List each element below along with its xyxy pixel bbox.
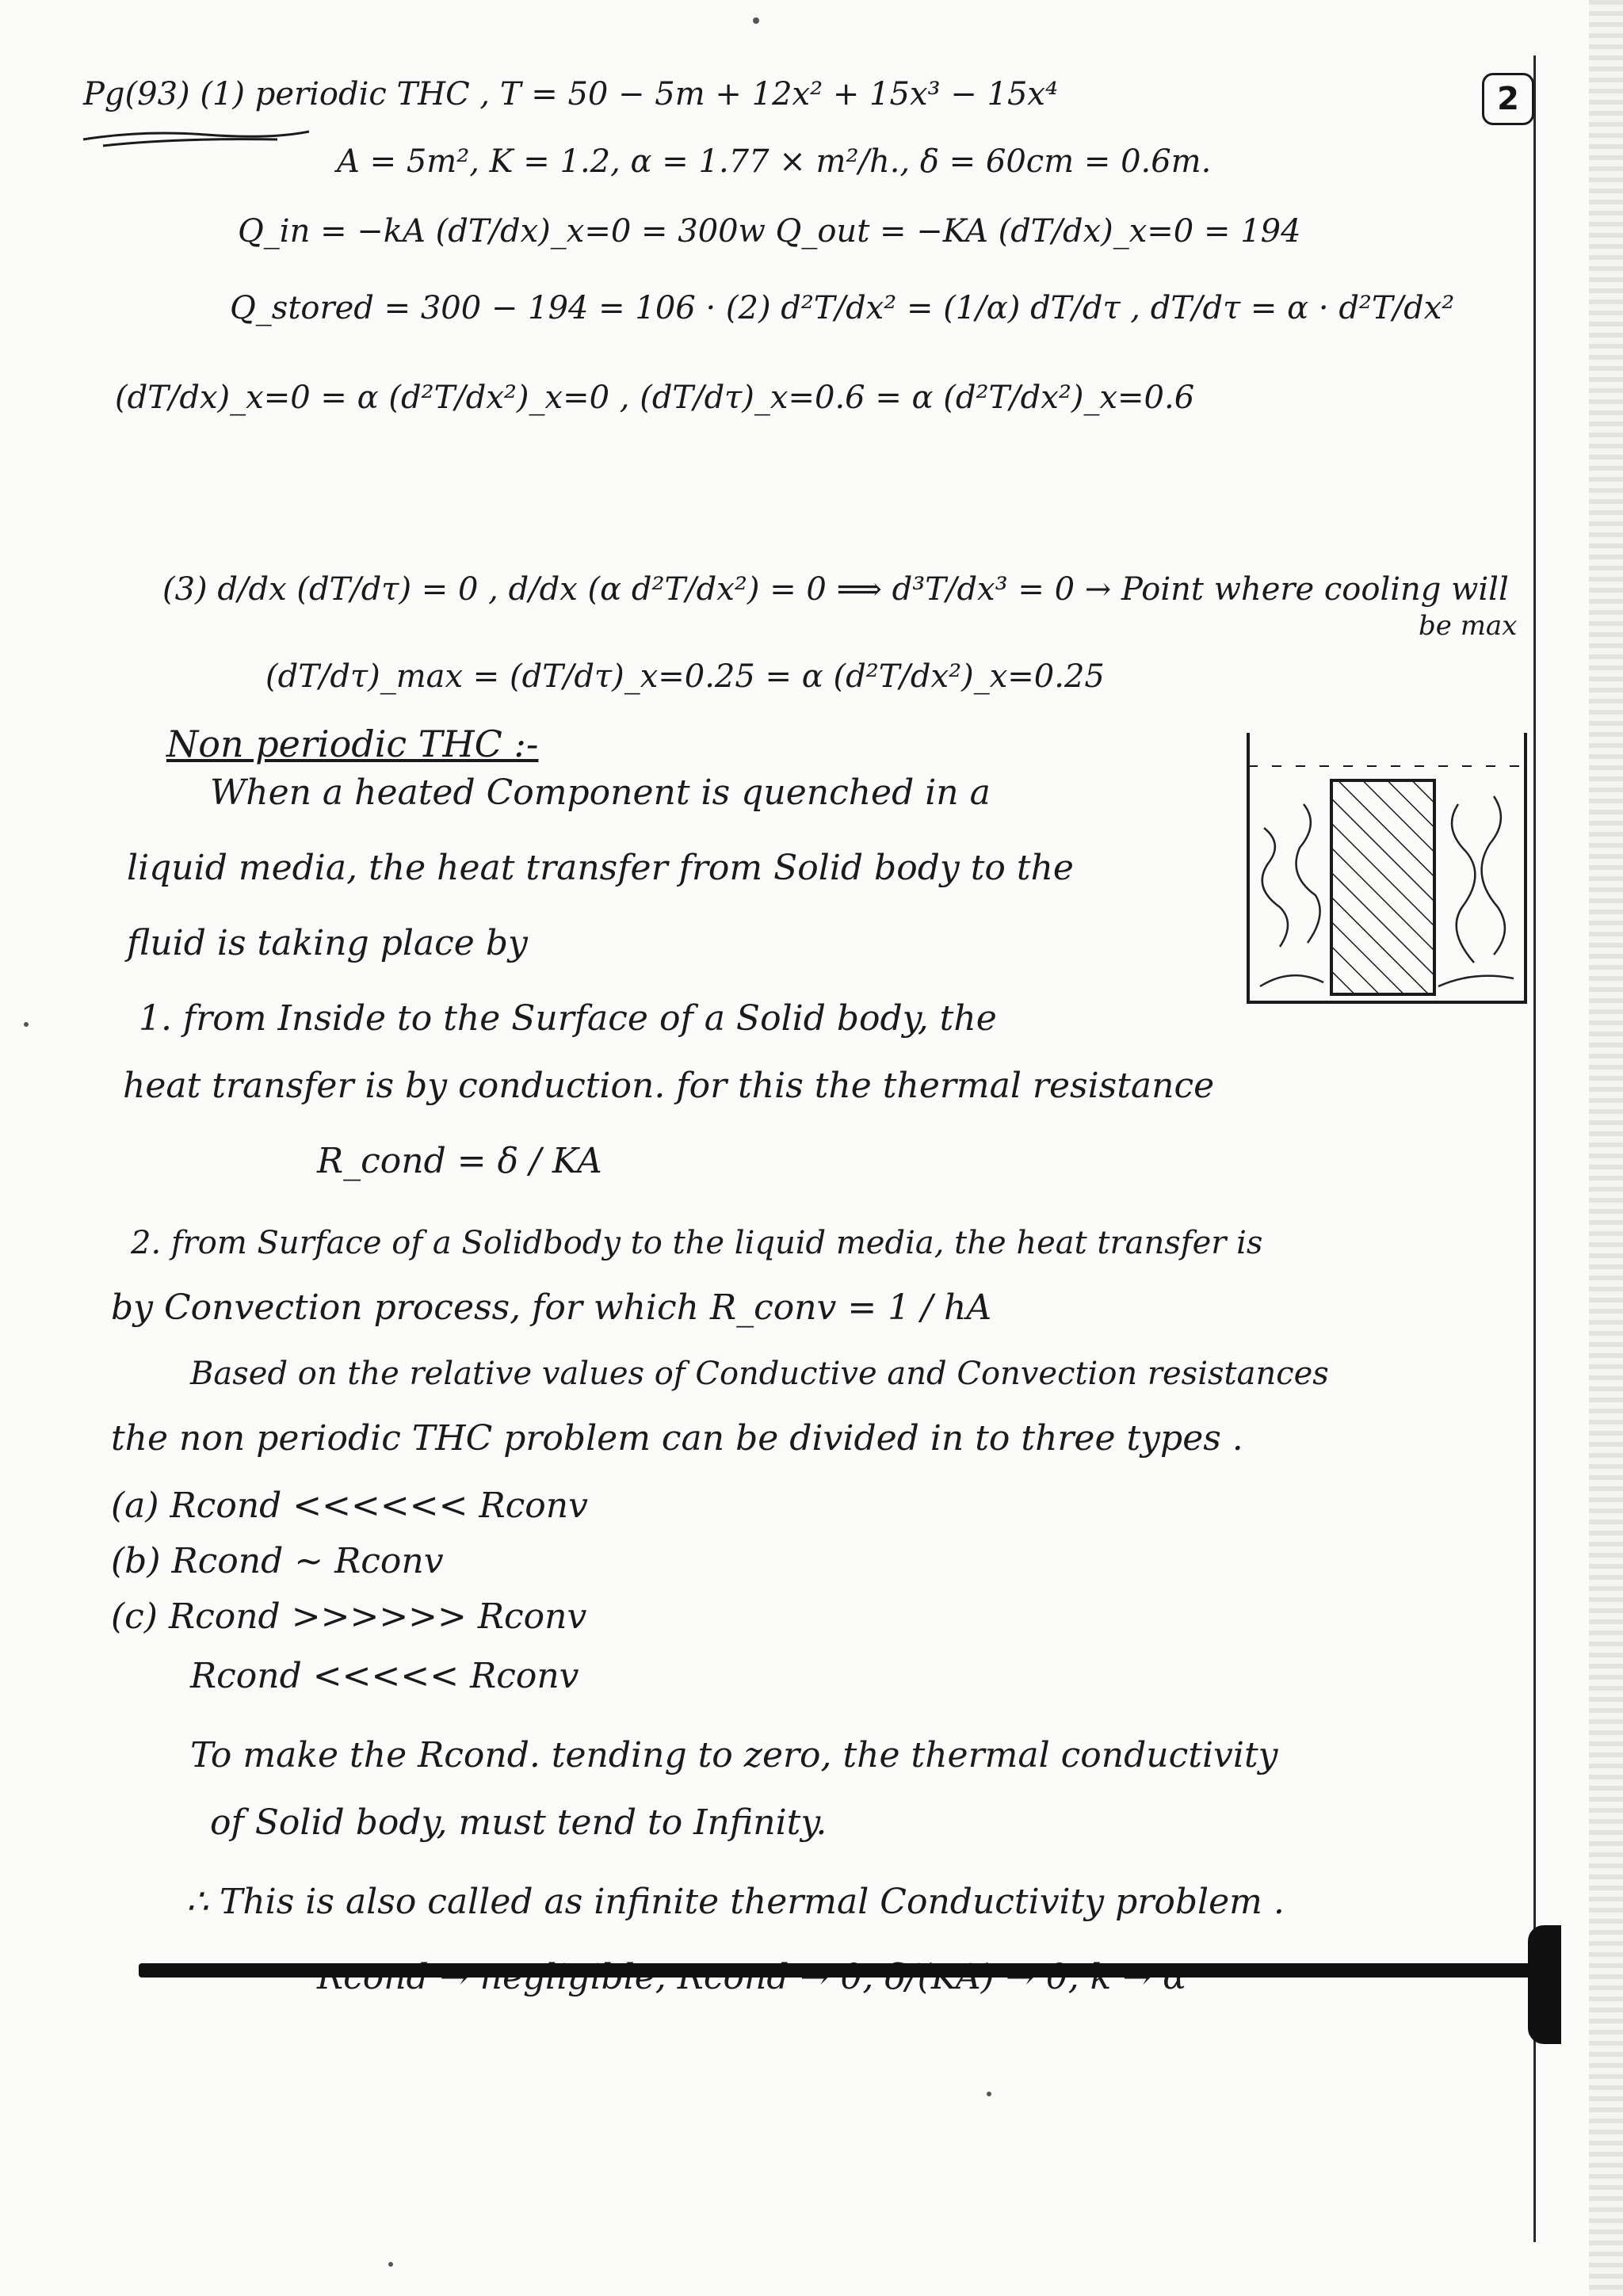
line-14: R_cond = δ / KA bbox=[317, 1141, 602, 1181]
bottom-ink-bar bbox=[139, 1963, 1557, 1978]
scan-speck bbox=[753, 17, 759, 24]
line-18: the non periodic THC problem can be divided in to three types . bbox=[111, 1418, 1243, 1459]
line-5: (dT/dx)_x=0 = α (d²T/dx²)_x=0 , (dT/dτ)_x=0.6 = α (d²T/dx²)_x=0.6 bbox=[115, 379, 1195, 416]
line-2: A = 5m², K = 1.2, α = 1.77 × m²/h., δ = 60cm = 0.6m. bbox=[337, 143, 1212, 180]
scan-speck bbox=[24, 1022, 29, 1027]
line-17: Based on the relative values of Conductive and Convection resistances bbox=[190, 1356, 1329, 1392]
line-19: (a) Rcond <<<<<< Rconv bbox=[111, 1486, 588, 1526]
flow-line bbox=[1482, 796, 1505, 955]
line-21: (c) Rcond >>>>>> Rconv bbox=[111, 1596, 587, 1637]
margin-line bbox=[1533, 55, 1536, 2242]
flow-line bbox=[1452, 804, 1475, 963]
quenching-tank-sketch bbox=[1240, 733, 1533, 1018]
line-9: When a heated Component is quenched in a bbox=[210, 772, 991, 813]
line-6b: be max bbox=[1419, 610, 1518, 642]
line-22: Rcond <<<<< Rconv bbox=[190, 1656, 579, 1696]
scan-edge-blot bbox=[1528, 1925, 1561, 2044]
line-20: (b) Rcond ~ Rconv bbox=[111, 1541, 444, 1581]
line-12: 1. from Inside to the Surface of a Solid body, the bbox=[139, 998, 997, 1039]
line-7: (dT/dτ)_max = (dT/dτ)_x=0.25 = α (d²T/dx²)_x=0.25 bbox=[265, 658, 1105, 695]
section-heading: Non periodic THC :- bbox=[166, 723, 539, 765]
scan-speck bbox=[987, 2092, 991, 2096]
line-11: fluid is taking place by bbox=[127, 923, 528, 963]
solid-body bbox=[1331, 780, 1434, 994]
page-number-badge: 2 bbox=[1482, 73, 1534, 125]
line-15: 2. from Surface of a Solidbody to the liquid media, the heat transfer is bbox=[131, 1225, 1263, 1261]
line-4: Q_stored = 300 − 194 = 106 · (2) d²T/dx² = (1/α) dT/dτ , dT/dτ = α · d²T/dx² bbox=[230, 290, 1455, 326]
scan-speck bbox=[388, 2262, 393, 2267]
line-10: liquid media, the heat transfer from Solid body to the bbox=[127, 848, 1074, 888]
line-24: of Solid body, must tend to Infinity. bbox=[210, 1802, 827, 1843]
line-13: heat transfer is by conduction. for this the thermal resistance bbox=[123, 1066, 1215, 1106]
line-25: ∴ This is also called as infinite thermal Conductivity problem . bbox=[186, 1882, 1285, 1922]
scanned-page-edge bbox=[1589, 0, 1623, 2296]
line-16: by Convection process, for which R_conv = 1 / hA bbox=[111, 1287, 992, 1328]
flow-line bbox=[1262, 828, 1288, 947]
line-6: (3) d/dx (dT/dτ) = 0 , d/dx (α d²T/dx²) = 0 ⟹ d³T/dx³ = 0 → Point where cooling will bbox=[162, 571, 1509, 608]
line-3: Q_in = −kA (dT/dx)_x=0 = 300w Q_out = −KA (dT/dx)_x=0 = 194 bbox=[238, 213, 1301, 250]
heading-underline bbox=[79, 125, 317, 149]
line-23: To make the Rcond. tending to zero, the thermal conductivity bbox=[190, 1735, 1278, 1775]
line-1: Pg(93) (1) periodic THC , T = 50 − 5m + 12x² + 15x³ − 15x⁴ bbox=[83, 76, 1058, 113]
flow-line bbox=[1296, 804, 1320, 943]
